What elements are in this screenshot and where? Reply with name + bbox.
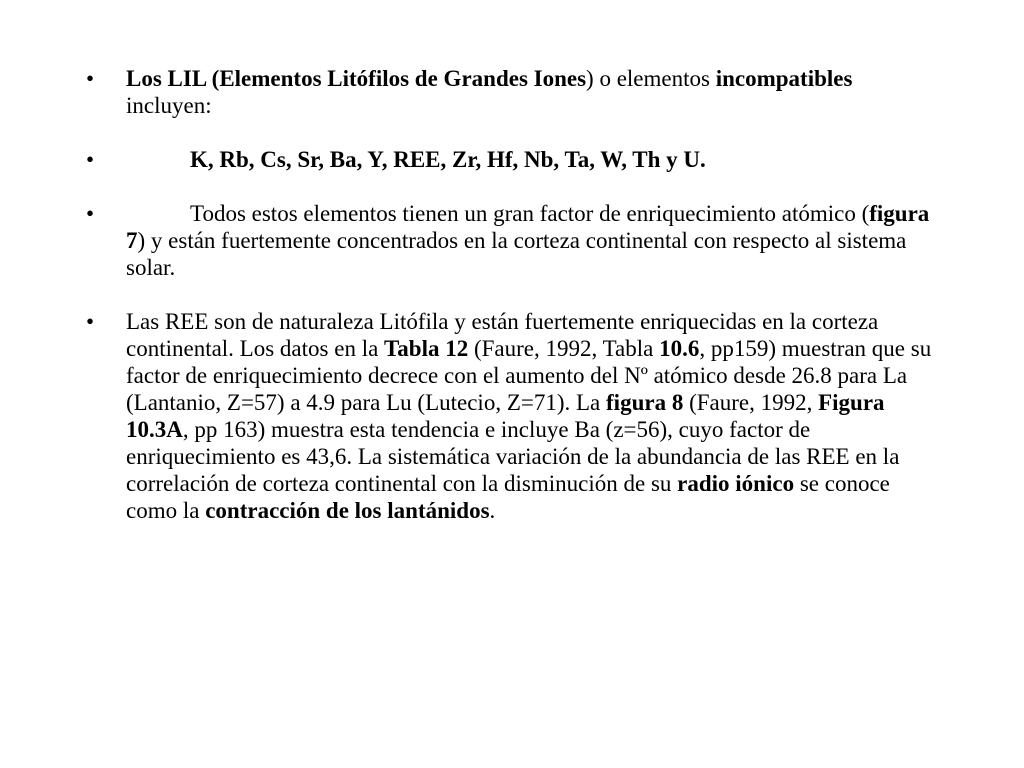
bullet-dot: • — [86, 309, 95, 334]
bullet-dot: • — [86, 147, 95, 172]
bold-text: Figura 10.3A — [126, 390, 885, 442]
body-text: se conoce como la — [126, 471, 890, 523]
bullet-dot: • — [86, 66, 95, 91]
bullet-list — [86, 65, 941, 524]
body-text: (Faure, 1992, — [683, 390, 819, 415]
body-text: . — [489, 498, 496, 523]
bold-text: figura 8 — [606, 390, 684, 415]
bullet-lil-definition — [86, 65, 941, 119]
body-text: (Faure, 1992, Tabla — [468, 336, 660, 361]
bold-text: Los LIL (Elementos Litófilos de Grandes Iones — [126, 66, 587, 91]
body-text: incluyen: — [126, 93, 212, 118]
bullet-ree — [86, 308, 941, 524]
body-text: Las REE son de naturaleza Litófila y están fuertemente enriquecidas en la corteza continental. Los datos en la — [126, 309, 879, 361]
bold-text: 10.6 — [659, 336, 700, 361]
bullet-element-list — [86, 146, 941, 173]
body-text: , pp159) muestran que su factor de enriquecimiento decrece con el aumento del Nº atómico desde 26.8 para La (Lantanio, Z=57) a 4.9 para Lu (Lutecio, Z=71). La — [126, 336, 932, 415]
bold-text: figura 7 — [126, 201, 930, 253]
bold-text: radio iónico — [677, 471, 795, 496]
body-text: ) y están fuertemente concentrados en la corteza continental con respecto al sistema solar. — [126, 228, 907, 280]
bullet-dot: • — [86, 201, 95, 226]
bold-text: Tabla 12 — [384, 336, 469, 361]
bullet-enrichment — [86, 200, 941, 281]
bold-text: K, Rb, Cs, Sr, Ba, Y, REE, Zr, Hf, Nb, Ta, W, Th y U. — [190, 147, 706, 172]
bold-text: contracción de los lantánidos — [205, 498, 490, 523]
body-text: ) o elementos — [586, 66, 716, 91]
body-text: Todos estos elementos tienen un gran factor de enriquecimiento atómico ( — [190, 201, 870, 226]
bold-text: incompatibles — [715, 66, 853, 91]
body-text: , pp 163) muestra esta tendencia e incluye Ba (z=56), cuyo factor de enriquecimiento es 43,6. La sistemática variación de la abundancia de las REE en la correlación de corteza continental con la disminución de su — [126, 417, 900, 496]
